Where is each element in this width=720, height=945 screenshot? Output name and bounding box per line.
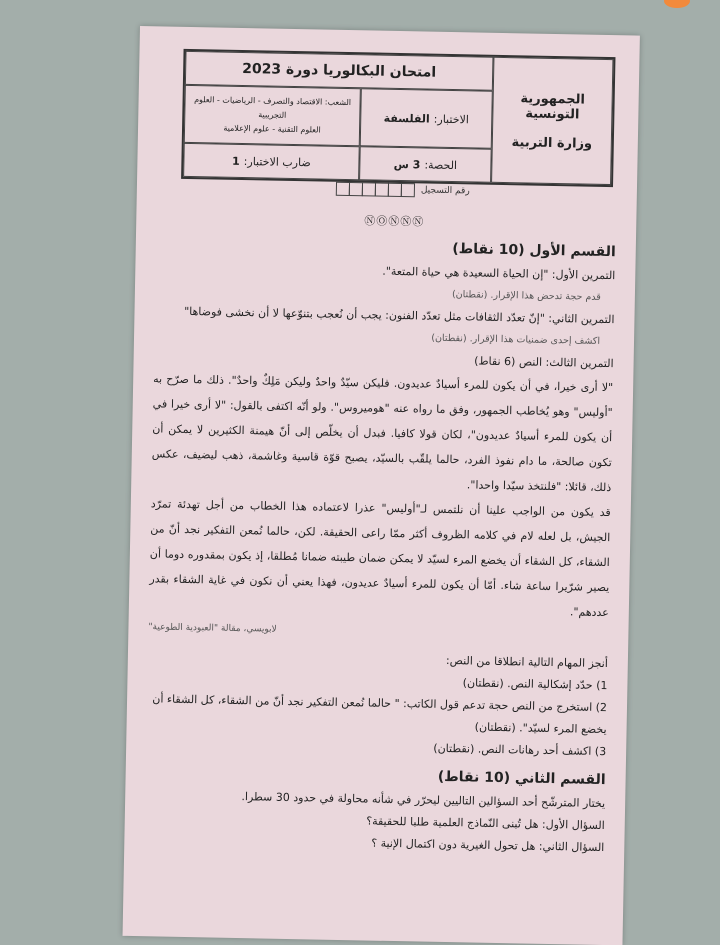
exam-header-table (181, 49, 615, 187)
coefficient-value: 1 (231, 154, 240, 168)
subject-label: الاختبار: (433, 112, 470, 126)
part2-title: القسم الثاني (10 نقاط) (437, 768, 606, 789)
ministry-block (491, 57, 613, 185)
registration-boxes[interactable] (337, 182, 415, 197)
subject-field (360, 88, 493, 149)
exam-paper (123, 26, 640, 945)
session-field (359, 146, 492, 183)
task-2: 2) استخرج من النص حجة تدعم قول الكاتب: " حالما نُمعن التفكير نجد أنّ من الشقاء، كل الشقاء أن يخضع المرء لسيّد". (نقطتان) (152, 692, 608, 737)
part2-question-2: السؤال الثاني: هل تحول الغيرية دون اكتمال الإنية ؟ (371, 836, 605, 855)
text-source: لابويسي، مقالة "العبودية الطوعية" (148, 622, 277, 635)
exam-title: امتحان البكالوريا دورة 2023 (185, 51, 494, 91)
part2-instructions: يختار المترشّح أحد السؤالين التاليين ليحرّر في شأنه محاولة في حدود 30 سطرا. (241, 790, 606, 811)
exercise1-title: التمرين الأول: "إن الحياة السعيدة هي حياة المتعة". (382, 264, 616, 283)
republic-label: الجمهورية التونسية (520, 90, 586, 122)
streams-line-2: العلوم التقنية - علوم الإعلامية (223, 123, 321, 135)
exercise1-task: قدم حجة تدحض هذا الإقرار. (نقطتان) (451, 289, 601, 303)
page-mark: ⓃⓄⓃⓃⓃ (364, 214, 425, 229)
registration-number-row (337, 182, 470, 199)
ministry-label: وزارة التربية (511, 134, 593, 152)
streams-line-1: الشعب: الاقتصاد والتصرف - الرياضيات - العلوم التجريبية (194, 95, 352, 120)
exercise2-task: اكشف إحدى ضمنيات هذا الإقرار. (نقطتان) (431, 332, 601, 347)
task-1: 1) حدّد إشكالية النص. (نقطتان) (462, 676, 608, 693)
exam-content (144, 226, 616, 859)
coefficient-field (183, 143, 360, 180)
registration-label: رقم التسجيل (420, 185, 470, 197)
task-3: 3) اكشف أحد رهانات النص. (نقطتان) (433, 741, 607, 759)
part2-question-1: السؤال الأول: هل تُبنى النّماذج العلمية طلبا للحقيقة؟ (366, 814, 605, 833)
subject-value: الفلسفة (383, 111, 430, 126)
session-value: 3 س (393, 157, 421, 171)
tasks-instructions: أنجز المهام التالية انطلاقا من النص: (445, 653, 608, 671)
session-label: الحصة: (424, 157, 458, 172)
exercise2-title: التمرين الثاني: "إنّ تعدّد الثقافات مثل تعدّد الفنون: يجب أن نُعجب بتنوّعها لا أن نخشى فوضاها" (184, 304, 615, 327)
streams-list (184, 85, 361, 146)
text-paragraph-1: "لا أرى خيرا، في أن يكون للمرء أسيادٌ عديدون. فليكن سيّدٌ واحدٌ وليكن مَلِكٌ واحدٌ". ذلك ما صرّح به "أوليس" وهو يُخاطب الجمهور، وفق ما رواه عنه "هوميروس". ولو أنّه اكتفى بالقول: "لا أرى خيرا في أن يكون للمرء أسيادٌ عديدون"، لكان قولا كافيا. فبدل أن يخلّص إلى أنّ هيمنة الكثيرين لا يمكن أن تكون صالحة، ما دام نفوذ الفرد، حالما يلقّب بالسيّد، يصبح قوّة قاسية وغاشمة، ذهب ليضيف، عكس ذلك، قائلا: "فلنتخذ سيّدا واحدا". (151, 372, 614, 495)
exercise3-title: التمرين الثالث: النص (6 نقاط) (474, 354, 614, 371)
coefficient-label: ضارب الاختبار: (243, 154, 311, 169)
text-paragraph-2: قد يكون من الواجب علينا أن نلتمس لـ"أوليس" عذرا لاعتماده هذا الخطاب من أجل تهدئة تمرّد الجيش، بل لعله لام في كلامه الظروف أكثر ممّا راعى الحقيقة. لكن، حالما نُمعن التفكير نجد أنّ من الشقاء، كل الشقاء أن يخضع المرء لسيّد لا يمكن ضمان طيبته ضمانا مُطلقا، إذ يكون بمقدوره دوما أن يصير شرّيرا ساعة شاء. أمّا أن يكون للمرء أسيادٌ عديدون، فهذا يعني أن نكون في غاية الشقاء بقدر عددهم". (149, 497, 611, 620)
orange-marker-blot (664, 0, 690, 8)
part1-title: القسم الأول (10 نقاط) (452, 241, 616, 261)
